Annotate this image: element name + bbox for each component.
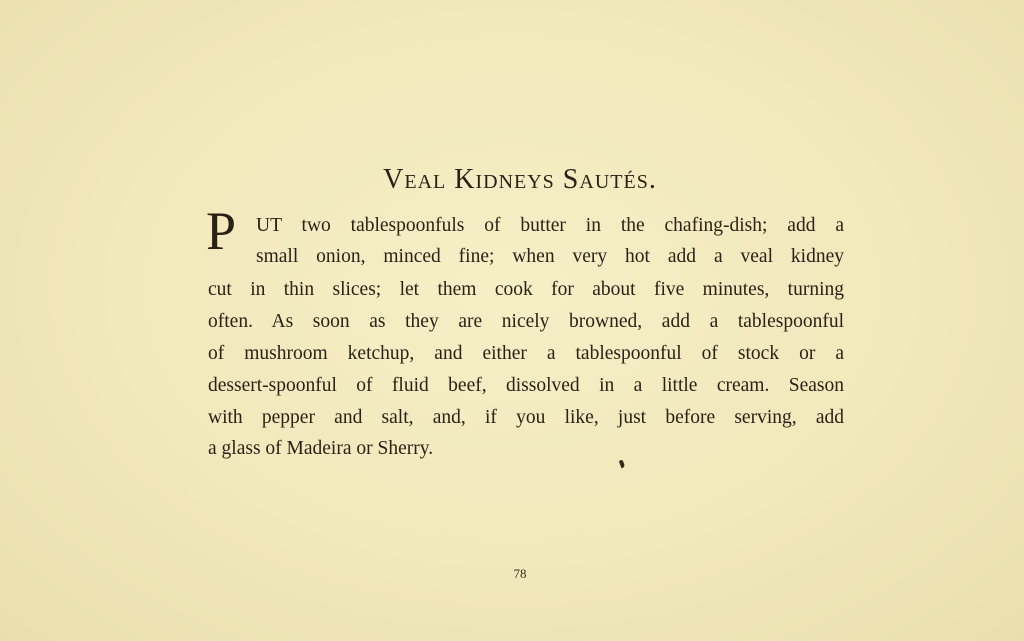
drop-cap: P [206,201,237,261]
recipe-line-5: of mushroom ketchup, and either a tablespoonful of stock or a [208,343,844,364]
recipe-line-8: a glass of Madeira or Sherry. [208,438,434,459]
recipe-line-3: cut in thin slices; let them cook for about five minutes, turning [208,279,844,300]
page-number: 78 [513,566,527,581]
recipe-title: Veal Kidneys Sautés. [383,164,657,195]
recipe-line-2: small onion, minced fine; when very hot add a veal kidney [256,246,844,267]
recipe-line-1: UT two tablespoonfuls of butter in the chafing-dish; add a [256,215,844,236]
recipe-line-7: with pepper and salt, and, if you like, just before serving, add [208,407,844,428]
recipe-line-4: often. As soon as they are nicely browned, add a tablespoonful [208,311,844,332]
recipe-line-6: dessert-spoonful of fluid beef, dissolved in a little cream. Season [208,375,844,396]
ink-speck [619,460,625,469]
